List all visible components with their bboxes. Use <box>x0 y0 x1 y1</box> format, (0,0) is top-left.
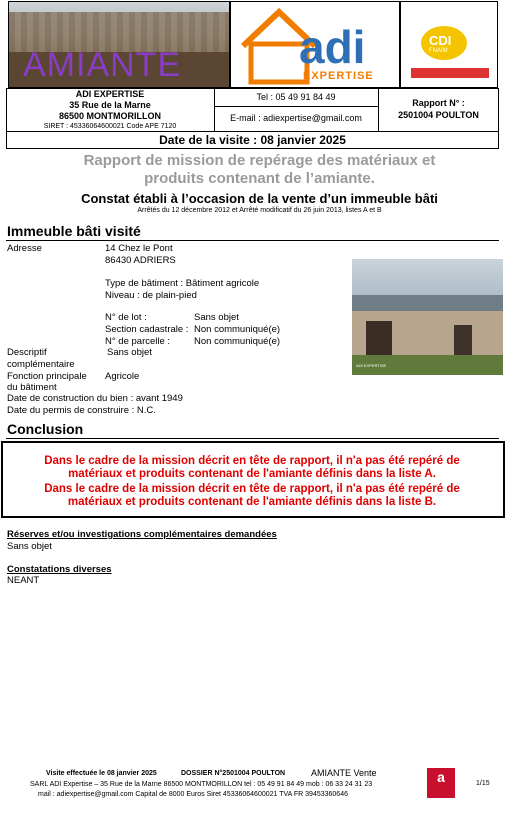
decree-reference: Arrêtés du 12 décembre 2012 et Arrêté modificatif du 26 juin 2013, listes A et B <box>137 207 382 214</box>
cdi-fnaim-logo <box>400 1 498 88</box>
desc-label-line2: complémentaire <box>7 359 75 370</box>
section-title-building: Immeuble bâti visité <box>7 223 141 239</box>
lot-value: Sans objet <box>194 312 239 323</box>
address-line2: 86430 ADRIERS <box>105 255 176 266</box>
adi-footer-badge <box>427 768 455 798</box>
reserves-title: Réserves et/ou investigations complémentaires demandées <box>7 529 277 540</box>
cadastre-value: Non communiqué(e) <box>194 324 281 335</box>
report-label: Rapport N° : <box>412 98 465 108</box>
conclusion-box <box>1 441 505 518</box>
address-line1: 14 Chez le Pont <box>105 243 173 254</box>
footer-badge-letter: a <box>437 769 445 785</box>
desc-label-line1: Descriptif <box>7 347 47 358</box>
footer-contact-line: mail : adiexpertise@gmail.com Capital de 8000 Euros Siret 45336064600021 TVA FR 39453360646 <box>38 791 348 798</box>
page-number: 1/15 <box>476 780 490 787</box>
footer-visit-date: Visite effectuée le 08 janvier 2025 <box>46 770 157 777</box>
building-type: Type de bâtiment : Bâtiment agricole <box>105 278 260 289</box>
report-subtitle: Constat établi à l’occasion de la vente d’un immeuble bâti <box>81 191 438 206</box>
cdi-text: CDI <box>429 33 452 48</box>
amiante-banner-text: AMIANTE <box>23 46 182 84</box>
section-title-conclusion: Conclusion <box>7 421 84 437</box>
function-label-line2: du bâtiment <box>7 382 57 393</box>
reserves-value: Sans objet <box>7 541 52 552</box>
desc-value: Sans objet <box>107 347 152 358</box>
parcel-value: Non communiqué(e) <box>194 336 281 347</box>
conclusion-list-a: Dans le cadre de la mission décrit en tête de rapport, il n'a pas été repéré de matériaux et produits contenant de l'amiante définis dans la liste A. <box>44 455 460 480</box>
report-title-line1: Rapport de mission de repérage des matériaux et <box>83 152 436 169</box>
adi-logo <box>230 1 400 88</box>
visit-date: Date de la visite : 08 janvier 2025 <box>6 131 499 149</box>
amiante-banner-image <box>8 1 230 88</box>
address-label: Adresse <box>7 243 42 254</box>
company-city: 86500 MONTMORILLON <box>58 111 161 121</box>
parcel-label: N° de parcelle : <box>105 336 171 347</box>
permit-date: Date du permis de construire : N.C. <box>7 405 156 416</box>
footer-dossier: DOSSIER N°2501004 POULTON <box>181 770 286 777</box>
company-ids: SIRET : 45336064600021 Code APE 7120 <box>43 123 177 130</box>
photo-caption: ADI EXPERTISE <box>356 363 387 368</box>
logo-expertise-text: EXPERTISE <box>303 70 374 82</box>
building-photo <box>352 259 503 375</box>
company-email[interactable]: E-mail : adiexpertise@gmail.com <box>230 113 362 123</box>
cdi-sub-text: FNAIM <box>429 48 448 54</box>
photo-door <box>454 325 472 355</box>
function-value: Agricole <box>105 371 140 382</box>
section-rule <box>6 438 499 439</box>
photo-door <box>366 321 392 355</box>
section-rule <box>6 240 499 241</box>
building-level: Niveau : de plain-pied <box>105 290 197 301</box>
company-street: 35 Rue de la Marne <box>69 100 151 110</box>
footer-mission: AMIANTE Vente <box>311 768 377 778</box>
conclusion-list-b: Dans le cadre de la mission décrit en tête de rapport, il n'a pas été repéré de matériaux et produits contenant de l'amiante définis dans la liste B. <box>44 483 460 508</box>
photo-sky <box>352 259 503 299</box>
report-title-line2: produits contenant de l’amiante. <box>144 170 375 187</box>
footer-company-line: SARL ADI Expertise – 35 Rue de la Marne 86500 MONTMORILLON tel : 05 49 91 84 49 mob : 06 33 24 31 23 <box>30 781 373 788</box>
report-number: 2501004 POULTON <box>398 110 479 120</box>
logo-adi-text: adi <box>299 21 366 73</box>
company-phone: Tel : 05 49 91 84 49 <box>256 92 336 102</box>
construction-date: Date de construction du bien : avant 1949 <box>7 393 183 404</box>
divider <box>214 106 378 107</box>
constatations-value: NEANT <box>7 575 40 586</box>
company-name: ADI EXPERTISE <box>75 89 145 99</box>
constatations-title: Constatations diverses <box>7 564 112 575</box>
cdi-ribbon <box>411 68 489 78</box>
function-label-line1: Fonction principale <box>7 371 87 382</box>
cadastre-label: Section cadastrale : <box>105 324 189 335</box>
lot-label: N° de lot : <box>105 312 147 323</box>
